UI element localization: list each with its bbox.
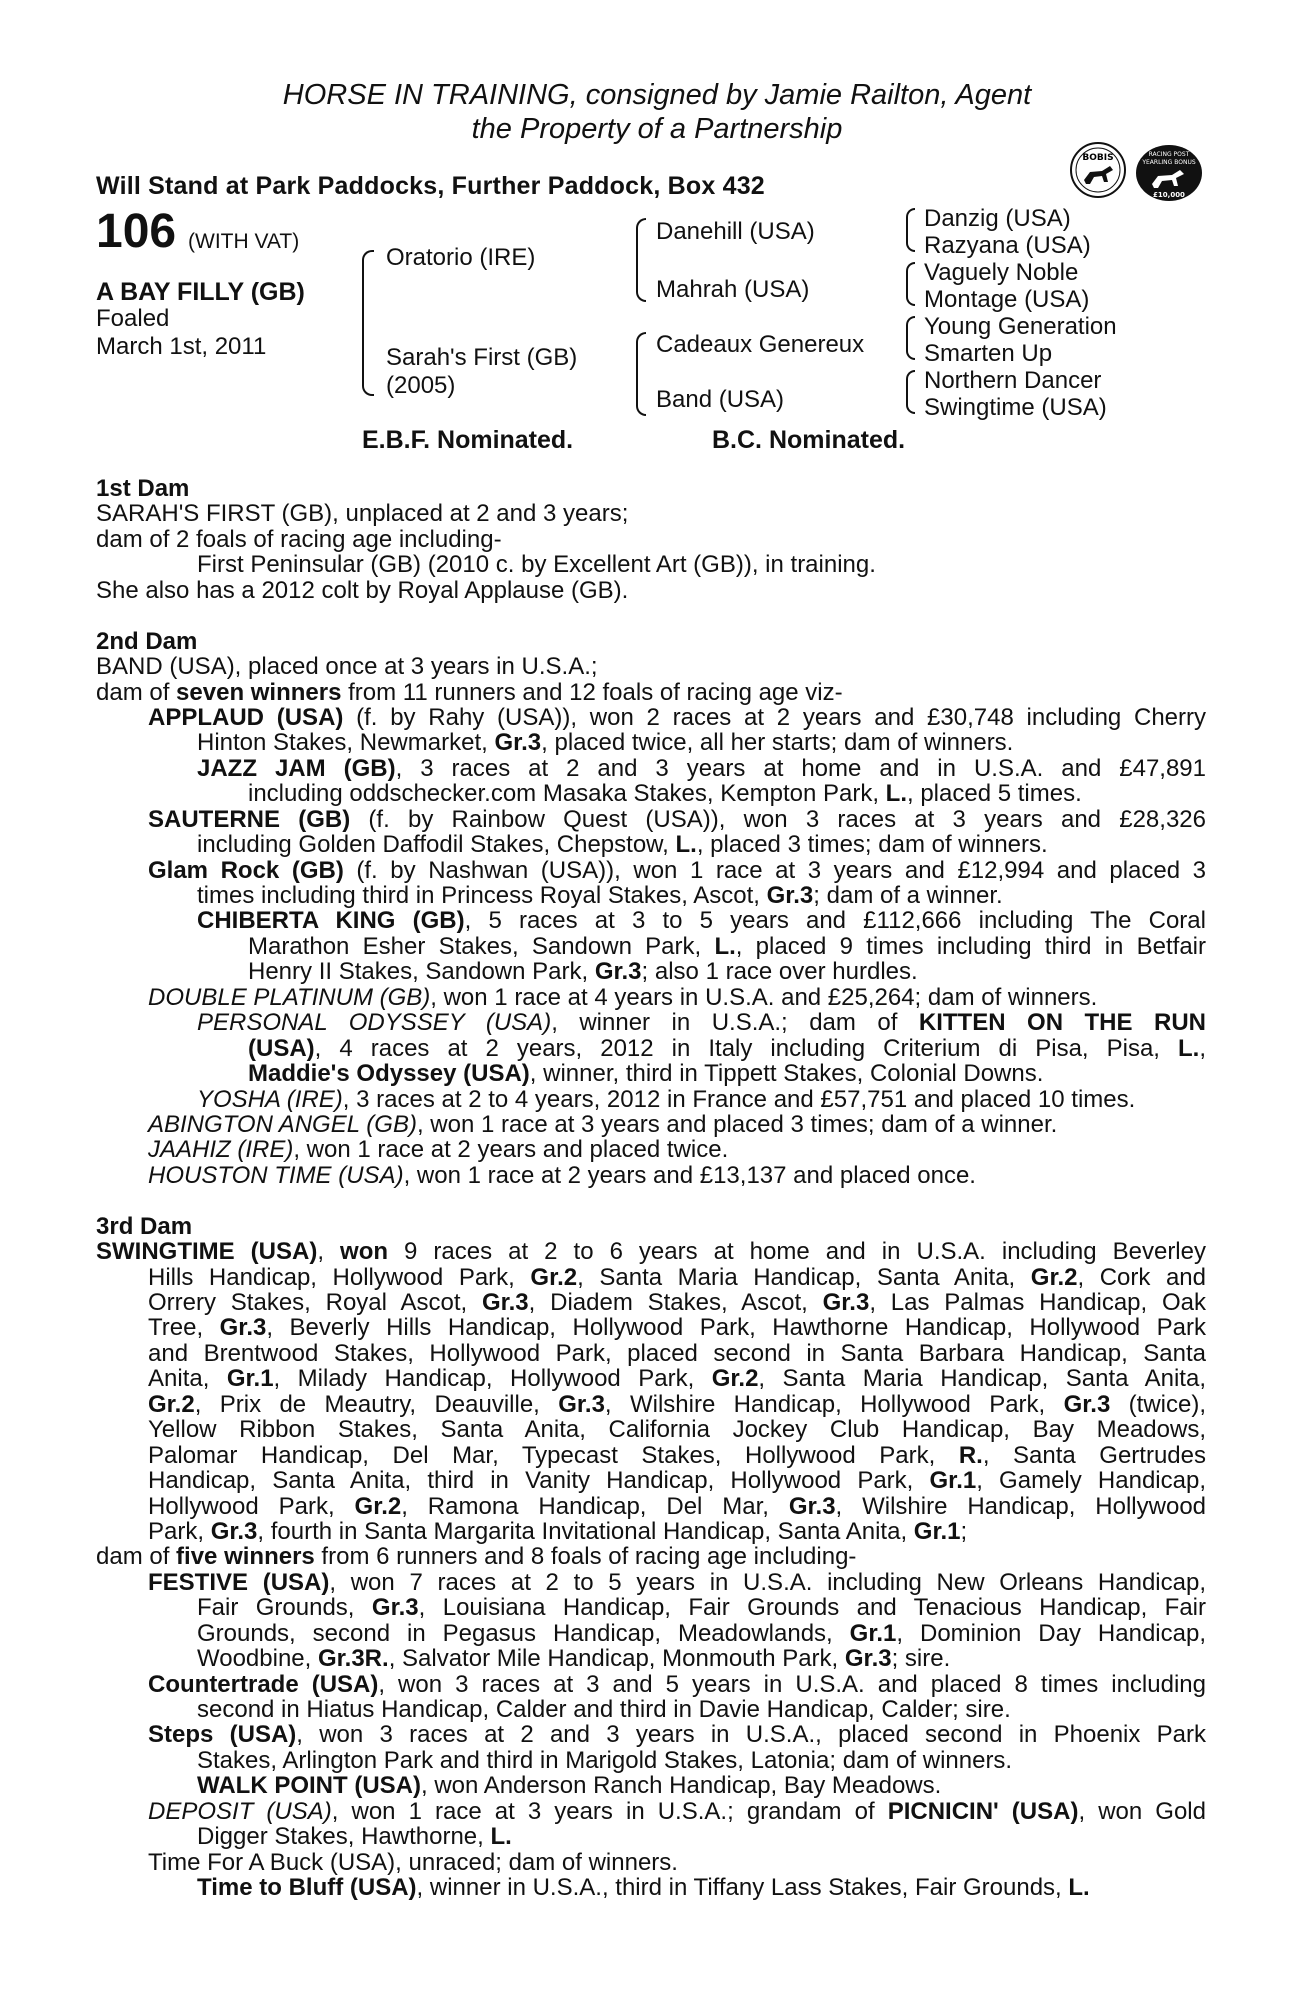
pedigree-g6: Smarten Up [924, 340, 1053, 367]
third-dam-text: Steps (USA), won 3 races at 2 and 3 years in U.S.A., placed second in Phoenix Park [148, 1721, 1206, 1749]
third-dam-text: Time For A Buck (USA), unraced; dam of winners. [148, 1848, 678, 1876]
pedigree-sire-sire: Danehill (USA) [656, 218, 815, 245]
third-dam-text: Hills Handicap, Hollywood Park, Gr.2, Santa Maria Handicap, Santa Anita, Gr.2, Cork and [148, 1263, 1207, 1291]
second-dam-text: including oddschecker.com Masaka Stakes, Kempton Park, L., placed 5 times. [248, 780, 1082, 808]
pedigree-notes [96, 476, 1206, 1901]
pedigree-g8: Swingtime (USA) [924, 394, 1107, 421]
third-dam-text: Digger Stakes, Hawthorne, L. [197, 1823, 512, 1851]
pedigree-brace-dam [636, 332, 646, 416]
third-dam-text: WALK POINT (USA), won Anderson Ranch Handicap, Bay Meadows. [197, 1772, 942, 1800]
foaled-label: Foaled [96, 305, 170, 332]
property-heading: the Property of a Partnership [471, 113, 843, 145]
pedigree-dam-dam: Band (USA) [656, 386, 785, 413]
second-dam-text: YOSHA (IRE), 3 races at 2 to 4 years, 2012 in France and £57,751 and placed 10 times. [197, 1085, 1136, 1113]
third-dam-text: Time to Bluff (USA), winner in U.S.A., third in Tiffany Lass Stakes, Fair Grounds, L. [197, 1874, 1090, 1902]
first-dam-text: dam of 2 foals of racing age including- [96, 525, 502, 553]
pedigree-sire-dam: Mahrah (USA) [656, 276, 810, 303]
pedigree-g1: Danzig (USA) [924, 205, 1071, 232]
second-dam-text: Maddie's Odyssey (USA), winner, third in Tippett Stakes, Colonial Downs. [248, 1060, 1044, 1088]
pedigree-brace-g4 [906, 370, 915, 414]
pedigree-g2: Razyana (USA) [924, 232, 1091, 259]
bc-nominated: B.C. Nominated. [712, 426, 906, 454]
third-dam-title: 3rd Dam [96, 1212, 193, 1240]
spacer [96, 603, 1206, 628]
third-dam-text: Hollywood Park, Gr.2, Ramona Handicap, Del Mar, Gr.3, Wilshire Handicap, Hollywood [148, 1492, 1207, 1520]
pedigree-dam-sire: Cadeaux Genereux [656, 331, 865, 358]
second-dam-text: Glam Rock (GB) (f. by Nashwan (USA)), won 1 race at 3 years and £12,994 and placed 3 [148, 856, 1207, 884]
second-dam-text: JAZZ JAM (GB), 3 races at 2 and 3 years at home and in U.S.A. and £47,891 [197, 754, 1207, 782]
first-dam-text: She also has a 2012 colt by Royal Applause (GB). [96, 576, 629, 604]
third-dam-text: Orrery Stakes, Royal Ascot, Gr.3, Diadem Stakes, Ascot, Gr.3, Las Palmas Handicap, Oak [148, 1289, 1206, 1316]
second-dam-text: Henry II Stakes, Sandown Park, Gr.3; also 1 race over hurdles. [248, 958, 918, 986]
third-dam-text: FESTIVE (USA), won 7 races at 2 to 5 years in U.S.A. including New Orleans Handicap, [148, 1568, 1207, 1596]
third-dam-text: Yellow Ribbon Stakes, Santa Anita, California Jockey Club Handicap, Bay Meadows, [148, 1416, 1206, 1444]
third-dam-text: Woodbine, Gr.3R., Salvator Mile Handicap, Monmouth Park, Gr.3; sire. [197, 1645, 951, 1673]
pedigree-sire: Oratorio (IRE) [386, 244, 536, 271]
third-dam-text: and Brentwood Stakes, Hollywood Park, placed second in Santa Barbara Handicap, Santa [148, 1339, 1206, 1367]
pedigree-dam-year: (2005) [386, 372, 456, 399]
third-dam-text: Palomar Handicap, Del Mar, Typecast Stakes, Hollywood Park, R., Santa Gertrudes [148, 1441, 1207, 1469]
second-dam-text: dam of seven winners from 11 runners and 12 foals of racing age viz- [96, 678, 843, 706]
second-dam-text: times including third in Princess Royal Stakes, Ascot, Gr.3; dam of a winner. [197, 882, 1003, 909]
bobis-logo [1068, 140, 1128, 200]
third-dam-text: Handicap, Santa Anita, third in Vanity Handicap, Hollywood Park, Gr.1, Gamely Handicap, [148, 1467, 1206, 1495]
third-dam-text: DEPOSIT (USA), won 1 race at 3 years in U.S.A.; grandam of PICNICIN' (USA), won Gold [148, 1797, 1206, 1825]
first-dam-text: First Peninsular (GB) (2010 c. by Excellent Art (GB)), in training. [197, 551, 876, 579]
pedigree-brace-g1 [906, 208, 915, 252]
first-dam-title: 1st Dam [96, 475, 190, 502]
pedigree-g7: Northern Dancer [924, 367, 1102, 394]
svg-text:YEARLING BONUS: YEARLING BONUS [1142, 159, 1196, 166]
second-dam-text: SAUTERNE (GB) (f. by Rainbow Quest (USA)), won 3 races at 3 years and £28,326 [148, 805, 1206, 833]
pedigree-dam: Sarah's First (GB) [386, 344, 578, 371]
pedigree-brace-sire [636, 218, 646, 302]
second-dam-text: DOUBLE PLATINUM (GB), won 1 race at 4 years in U.S.A. and £25,264; dam of winners. [148, 983, 1098, 1011]
second-dam-text: HOUSTON TIME (USA), won 1 race at 2 years and £13,137 and placed once. [148, 1161, 976, 1189]
third-dam-text: dam of five winners from 6 runners and 8 foals of racing age including- [96, 1543, 857, 1571]
second-dam-text: Hinton Stakes, Newmarket, Gr.3, placed twice, all her starts; dam of winners. [197, 729, 1014, 757]
second-dam-text: (USA), 4 races at 2 years, 2012 in Italy including Criterium di Pisa, Pisa, L., [248, 1034, 1206, 1062]
pedigree-brace-main [362, 250, 374, 396]
lot-description: A BAY FILLY (GB) [96, 278, 305, 306]
third-dam-text: Gr.2, Prix de Meautry, Deauville, Gr.3, Wilshire Handicap, Hollywood Park, Gr.3 (twice), [148, 1390, 1206, 1418]
second-dam-text: ABINGTON ANGEL (GB), won 1 race at 3 years and placed 3 times; dam of a winner. [148, 1110, 1058, 1138]
svg-text:RACING POST: RACING POST [1148, 151, 1190, 158]
second-dam-title: 2nd Dam [96, 627, 198, 655]
third-dam-text: Grounds, second in Pegasus Handicap, Meadowlands, Gr.1, Dominion Day Handicap, [197, 1619, 1206, 1647]
spacer [96, 1188, 1206, 1213]
second-dam-text: PERSONAL ODYSSEY (USA), winner in U.S.A.; dam of KITTEN ON THE RUN [197, 1009, 1206, 1037]
second-dam-text: CHIBERTA KING (GB), 5 races at 3 to 5 years and £112,666 including The Coral [197, 907, 1206, 935]
third-dam-text: Stakes, Arlington Park and third in Marigold Stakes, Latonia; dam of winners. [197, 1746, 1013, 1774]
svg-text:£10,000: £10,000 [1153, 191, 1185, 199]
foaled-date: March 1st, 2011 [96, 333, 267, 360]
racing-post-bonus-logo [1134, 142, 1204, 204]
svg-text:BOBIS: BOBIS [1082, 153, 1114, 163]
third-dam-text: second in Hiatus Handicap, Calder and third in Davie Handicap, Calder; sire. [197, 1696, 1011, 1723]
third-dam-text: Tree, Gr.3, Beverly Hills Handicap, Hollywood Park, Hawthorne Handicap, Hollywood Park [148, 1314, 1206, 1342]
consignor-heading: HORSE IN TRAINING, consigned by Jamie Railton, Agent [282, 79, 1032, 111]
second-dam-text: APPLAUD (USA) (f. by Rahy (USA)), won 2 races at 2 years and £30,748 including Cherry [148, 703, 1207, 731]
pedigree-g4: Montage (USA) [924, 286, 1090, 313]
third-dam-text: Anita, Gr.1, Milady Handicap, Hollywood Park, Gr.2, Santa Maria Handicap, Santa Anita, [148, 1365, 1206, 1393]
pedigree-g5: Young Generation [924, 313, 1117, 340]
third-dam-text: Fair Grounds, Gr.3, Louisiana Handicap, Fair Grounds and Tenacious Handicap, Fair [197, 1594, 1207, 1622]
vat-note: (WITH VAT) [188, 230, 300, 253]
second-dam-text: Marathon Esher Stakes, Sandown Park, L., placed 9 times including third in Betfair [248, 932, 1207, 960]
third-dam-text: Park, Gr.3, fourth in Santa Margarita Invitational Handicap, Santa Anita, Gr.1; [148, 1517, 968, 1545]
second-dam-text: JAAHIZ (IRE), won 1 race at 2 years and placed twice. [148, 1136, 729, 1164]
stand-location: Will Stand at Park Paddocks, Further Paddock, Box 432 [96, 172, 765, 200]
pedigree-brace-g2 [906, 262, 915, 306]
third-dam-text: SWINGTIME (USA), won 9 races at 2 to 6 years at home and in U.S.A. including Beverley [96, 1238, 1206, 1266]
lot-number: 106 [96, 205, 177, 258]
pedigree-g3: Vaguely Noble [924, 259, 1079, 286]
third-dam-text: Countertrade (USA), won 3 races at 3 and 5 years in U.S.A. and placed 8 times including [148, 1670, 1206, 1698]
ebf-nominated: E.B.F. Nominated. [362, 426, 574, 454]
second-dam-text: BAND (USA), placed once at 3 years in U.S.A.; [96, 653, 598, 681]
first-dam-text: SARAH'S FIRST (GB), unplaced at 2 and 3 years; [96, 500, 629, 528]
pedigree-brace-g3 [906, 316, 915, 360]
second-dam-text: including Golden Daffodil Stakes, Chepstow, L., placed 3 times; dam of winners. [197, 831, 1048, 859]
